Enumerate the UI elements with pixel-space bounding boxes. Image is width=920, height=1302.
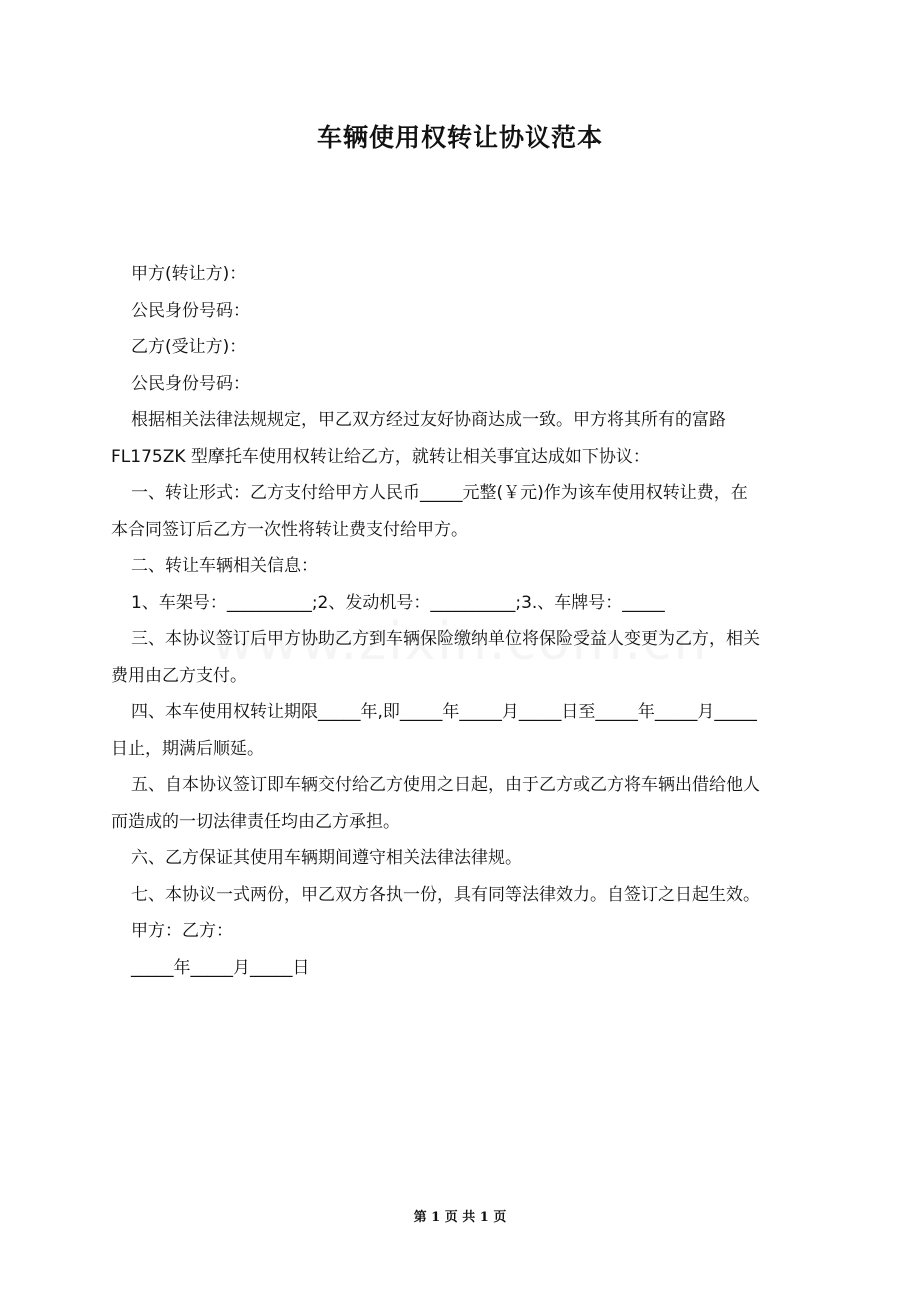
clause-3-line-2: 费用由乙方支付。 xyxy=(111,665,247,686)
clause-1-line-2: 本合同签订后乙方一次性将转让费支付给甲方。 xyxy=(111,519,468,540)
signatures-line: 甲方：乙方： xyxy=(131,921,233,941)
page-title: 车辆使用权转让协议范本 xyxy=(316,123,603,152)
page-footer: 第 1 页 共 1 页 xyxy=(413,1210,507,1225)
document-body xyxy=(111,256,823,986)
party-a-id-line: 公民身份号码： xyxy=(131,300,250,321)
clause-4-line-1: 四、本车使用权转让期限_____年,即_____年_____月_____日至_____年_____月_____ xyxy=(131,702,757,722)
clause-5-line-2: 而造成的一切法律责任均由乙方承担。 xyxy=(111,811,400,832)
clause-5-line-1: 五、自本协议签订即车辆交付给乙方使用之日起，由于乙方或乙方将车辆出借给他人 xyxy=(131,775,760,795)
date-line: _____年_____月_____日 xyxy=(131,957,310,978)
clause-7-line: 七、本协议一式两份，甲乙双方各执一份，具有同等法律效力。自签订之日起生效。 xyxy=(131,884,760,905)
clause-2-line: 二、转让车辆相关信息： xyxy=(131,556,318,576)
clause-6-line: 六、乙方保证其使用车辆期间遵守相关法律法律规。 xyxy=(131,848,522,868)
party-a-line: 甲方(转让方)： xyxy=(131,264,247,284)
clause-3-line-1: 三、本协议签订后甲方协助乙方到车辆保险缴纳单位将保险受益人变更为乙方，相关 xyxy=(131,629,760,649)
party-b-line: 乙方(受让方)： xyxy=(131,337,247,357)
intro-line-1: 根据相关法律法规规定，甲乙双方经过友好协商达成一致。甲方将其所有的富路 xyxy=(131,410,726,430)
intro-line-2: FL175ZK 型摩托车使用权转让给乙方，就转让相关事宜达成如下协议： xyxy=(111,446,650,467)
clause-4-line-2: 日止，期满后顺延。 xyxy=(111,738,264,759)
clause-2-detail-line: 1、车架号：__________;2、发动机号：__________;3.、车牌号：_____ xyxy=(131,592,665,613)
party-b-id-line: 公民身份号码： xyxy=(131,373,250,394)
clause-1-line-1: 一、转让形式：乙方支付给甲方人民币_____元整(￥元)作为该车使用权转让费，在 xyxy=(131,483,748,503)
